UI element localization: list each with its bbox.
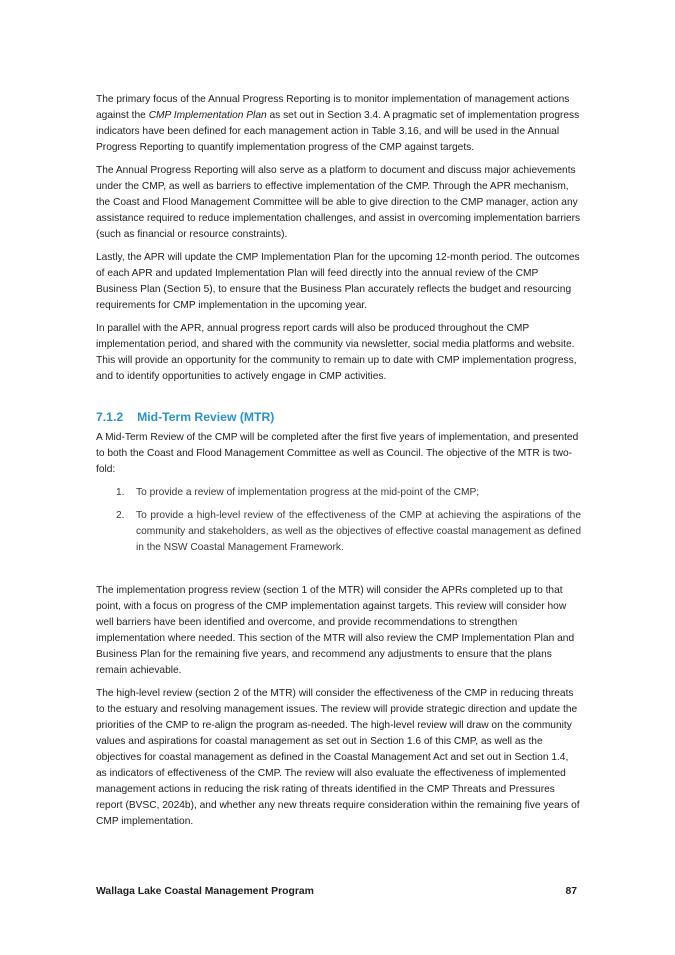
cmp-implementation-plan-emphasis: CMP Implementation Plan xyxy=(148,110,267,121)
paragraph-report-cards: In parallel with the APR, annual progress report cards will also be produced throughout the CMP implementation period, and shared with the community via newsletter, social media platforms and website. This will provide an opportunity for the community to remain up to date with CMP implementation progress, and to identify opportunities to actively engage in CMP activities. xyxy=(96,323,577,382)
list-marker: 2. xyxy=(116,510,125,521)
list-item-text: To provide a review of implementation progress at the mid-point of the CMP; xyxy=(136,487,480,498)
section-heading xyxy=(96,409,581,425)
paragraph-apr-focus-after: as set out in Section 3.4. A pragmatic set of implementation progress indicators have been defined for each management action in Table 3.16, and will be used in the Annual Progress Reporting to quantify implementation progress of the CMP against targets. xyxy=(96,110,580,153)
page-number: 87 xyxy=(565,886,577,897)
page-footer xyxy=(96,884,581,900)
footer-title: Wallaga Lake Coastal Management Program xyxy=(96,886,314,897)
paragraph-apr-platform: The Annual Progress Reporting will also serve as a platform to document and discuss major achievements under the CMP, as well as barriers to effective implementation of the CMP. Through the APR mechanism, the Coast and Flood Management Committee will be able to give direction to the CMP manager, action any assistance required to reduce implementation challenges, and assist in overcoming implementation barriers (such as financial or resource constraints). xyxy=(96,165,581,240)
paragraph-mtr-intro: A Mid-Term Review of the CMP will be completed after the first five years of implementation, and presented to both the Coast and Flood Management Committee as well as Council. The objective of the MTR is two-fold: xyxy=(96,432,579,475)
list-marker: 1. xyxy=(116,487,125,498)
paragraph-apr-focus-before: The primary focus of the Annual Progress Reporting is to monitor implementation of management actions against the xyxy=(96,94,570,121)
paragraph-apr-update: Lastly, the APR will update the CMP Implementation Plan for the upcoming 12-month period. The outcomes of each APR and updated Implementation Plan will feed directly into the annual review of the CMP Business Plan (Section 5), to ensure that the Business Plan accurately reflects the budget and resourcing requirements for CMP implementation in the upcoming year. xyxy=(96,252,580,311)
mtr-objectives-list xyxy=(96,485,581,556)
list-item xyxy=(96,508,581,556)
paragraph-progress-review: The implementation progress review (section 1 of the MTR) will consider the APRs completed up to that point, with a focus on progress of the CMP implementation against targets. This review will consider how well barriers have been identified and overcome, and provide recommendations to strengthen implementation where needed. This section of the MTR will also review the CMP Implementation Plan and Business Plan for the remaining five years, and recommend any adjustments to ensure that the plans remain achievable. xyxy=(96,585,575,676)
section-number: 7.1.2 xyxy=(96,410,124,424)
list-item xyxy=(96,485,581,501)
page-content xyxy=(96,92,581,837)
list-item-text: To provide a high-level review of the effectiveness of the CMP at achieving the aspirations of the community and stakeholders, as well as the objectives of effective coastal management as defined in the NSW Coastal Management Framework. xyxy=(136,510,581,553)
paragraph-high-level-review: The high-level review (section 2 of the MTR) will consider the effectiveness of the CMP in reducing threats to the estuary and resolving management issues. The review will provide strategic direction and update the priorities of the CMP to re-align the program as-needed. The high-level review will draw on the community values and aspirations for coastal management as set out in Section 1.6 of this CMP, as well as the objectives for coastal management as defined in the Coastal Management Act and set out in Section 1.4, as indicators of effectiveness of the CMP. The review will also evaluate the effectiveness of implemented management actions in reducing the risk rating of threats identified in the CMP Threats and Pressures report (BVSC, 2024b), and whether any new threats require consideration within the remaining five years of CMP implementation. xyxy=(96,688,580,827)
section-title: Mid-Term Review (MTR) xyxy=(137,410,275,424)
paragraph-apr-focus xyxy=(96,92,581,156)
